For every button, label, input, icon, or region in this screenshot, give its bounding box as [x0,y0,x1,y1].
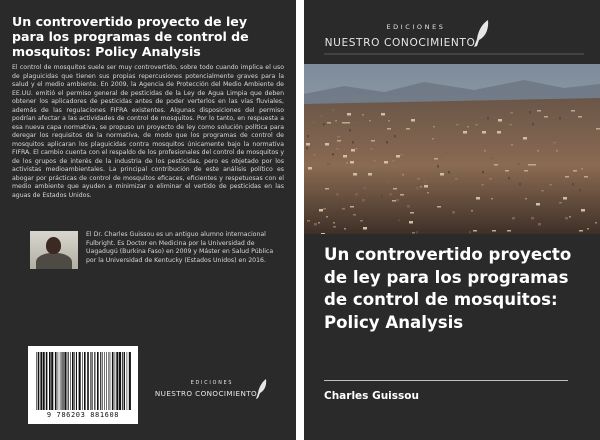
barcode-bars [34,352,132,410]
quill-pen-icon [256,379,266,399]
back-cover-title: Un controvertido proyecto de ley para los programas de control de mosquitos: Policy Analysis [12,14,249,59]
barcode [28,346,138,424]
publisher-small-text-back: EDICIONES [190,381,234,386]
back-cover-description: El control de mosquitos suele ser muy controvertido, sobre todo cuando implica el uso de plaguicidas que tienen sus propias repercusiones potencialmente graves para la salud y el medio ambiente. En 2009, la Agencia de Protección del Medio Ambiente de EE.UU. emitió el permiso general de pesticidas de la Ley de Agua Limpia que deben obtener los aplicadores de pesticidas antes de poder verterlos en las vías fluviales, además de las regulaciones FIFRA existentes. Algunas disposiciones del permiso podrían afectar a las actividades de control de mosquitos. Por lo tanto, en respuesta a esa nueva capa normativa, se propuso un proyecto de ley como solución política para deregar los requisitos de la normativa, de modo que los programas de control de mosquitos aplicaran los plaguicidas contra mosquitos únicamente bajo la normativa FIFRA. El cambio cuenta con el respaldo de los profesionales del control de mosquitos y de los grupos de interés de la industria de los pesticidas, pero es objetado por los activistas medioambientales. La principal contribución de este análisis político es abogar por prácticas de control de mosquitos eficaces, eficientes y respetuosas con el medio ambiente que ayuden a minimizar o eliminar el vertido de pesticidas en las aguas de Estados Unidos. [12,64,284,199]
publisher-large-text-front: NUESTRO CONOCIMIENTO [324,37,476,49]
publisher-small-text-front: EDICIONES [386,23,446,31]
publisher-logo-front [324,18,584,58]
author-photo [30,231,78,269]
quill-pen-icon [474,20,488,47]
front-cover-author: Charles Guissou [324,390,419,402]
author-bio: El Dr. Charles Guissou es un antiguo alumno internacional Fulbright. Es Doctor en Medicina por la Universidad de Uagadugú (Burkina Faso) en 2009 y Máster en Salud Pública por la Universidad de Kentucky (Estados Unidos) en 2016. [86,231,274,264]
front-cover [304,0,600,440]
publisher-large-text-back: NUESTRO CONOCIMIENTO [154,389,258,398]
barcode-number: 9 786203 881608 [46,411,120,419]
spine [296,0,304,440]
title-divider [324,380,568,381]
publisher-logo-back [152,376,272,406]
back-cover [0,0,296,440]
cover-photo-city [304,64,600,234]
front-cover-title: Un controvertido proyecto de ley para los programas de control de mosquitos: Policy Analysis [324,245,572,332]
